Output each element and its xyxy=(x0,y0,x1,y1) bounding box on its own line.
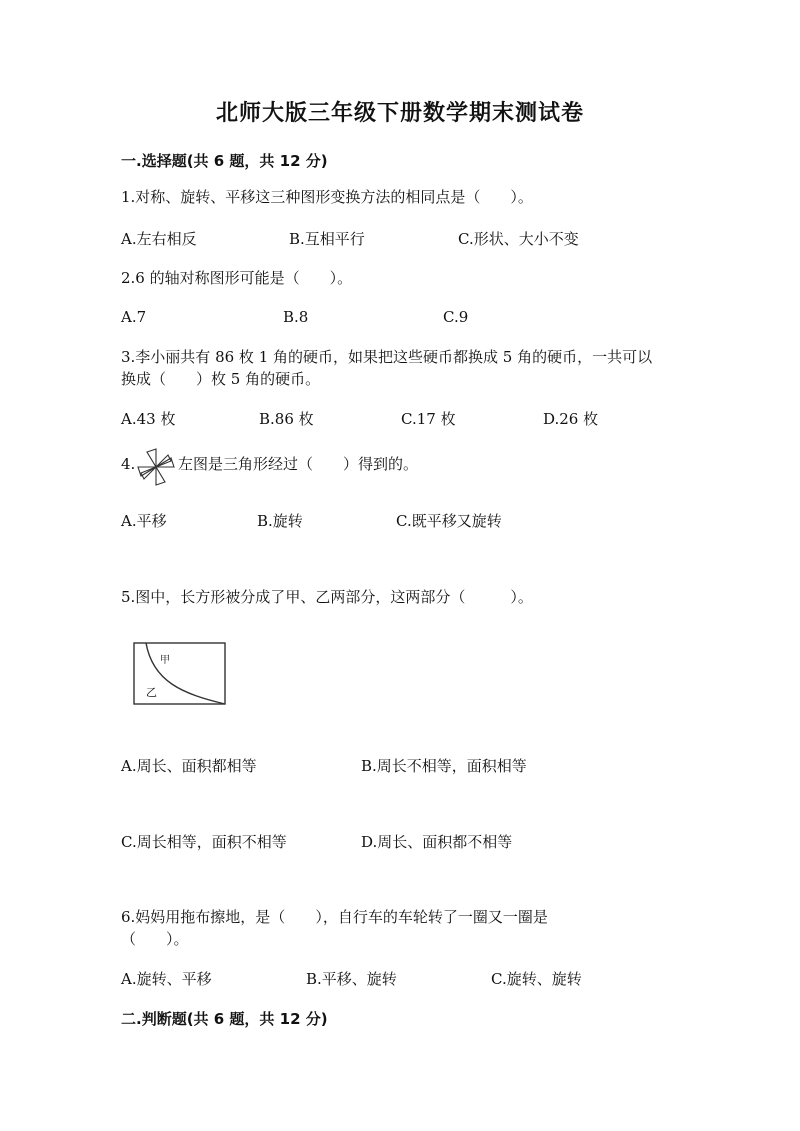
q4-option-a: A.平移 xyxy=(121,512,167,530)
q4-option-b: B.旋转 xyxy=(257,512,303,530)
q6-option-c: C.旋转、旋转 xyxy=(491,970,582,988)
q2-option-c: C.9 xyxy=(443,308,469,326)
q2-option-a: A.7 xyxy=(121,308,147,326)
q1-option-b: B.互相平行 xyxy=(289,230,365,248)
q5-option-b: B.周长不相等，面积相等 xyxy=(361,757,527,775)
q3-option-b: B.86 枚 xyxy=(259,410,314,428)
q5-option-a: A.周长、面积都相等 xyxy=(121,757,257,775)
q3-option-a: A.43 枚 xyxy=(121,410,176,428)
pinwheel-figure xyxy=(136,447,176,487)
q2-option-b: B.8 xyxy=(283,308,309,326)
q3-option-c: C.17 枚 xyxy=(401,410,456,428)
q6-option-b: B.平移、旋转 xyxy=(306,970,397,988)
question-1-text: 1.对称、旋转、平移这三种图形变换方法的相同点是（ ）。 xyxy=(121,188,533,206)
figure-label-jia: 甲 xyxy=(160,655,170,666)
question-4-text: 左图是三角形经过（ ）得到的。 xyxy=(178,455,419,473)
section-heading-choice: 一.选择题(共 6 题，共 12 分) xyxy=(121,152,328,170)
question-6-line-2: （ ）。 xyxy=(121,930,189,948)
question-3-line-1: 3.李小丽共有 86 枚 1 角的硬币，如果把这些硬币都换成 5 角的硬币，一共可以 xyxy=(121,348,653,366)
figure-label-yi: 乙 xyxy=(146,686,157,699)
q6-option-a: A.旋转、平移 xyxy=(121,970,212,988)
q5-option-d: D.周长、面积都不相等 xyxy=(361,833,513,851)
question-5-text: 5.图中，长方形被分成了甲、乙两部分，这两部分（ ）。 xyxy=(121,588,533,606)
section-heading-judgment: 二.判断题(共 6 题，共 12 分) xyxy=(121,1010,328,1028)
q1-option-a: A.左右相反 xyxy=(121,230,197,248)
question-4-number: 4. xyxy=(121,455,136,473)
question-3-line-2: 换成（ ）枚 5 角的硬币。 xyxy=(121,370,321,388)
q1-option-c: C.形状、大小不变 xyxy=(458,230,579,248)
q5-option-c: C.周长相等，面积不相等 xyxy=(121,833,287,851)
q3-option-d: D.26 枚 xyxy=(543,410,599,428)
q4-option-c: C.既平移又旋转 xyxy=(396,512,502,530)
page-title: 北师大版三年级下册数学期末测试卷 xyxy=(215,101,584,126)
question-6-line-1: 6.妈妈用拖布擦地，是（ ），自行车的车轮转了一圈又一圈是 xyxy=(121,908,548,926)
question-2-text: 2.6 的轴对称图形可能是（ ）。 xyxy=(121,269,353,287)
